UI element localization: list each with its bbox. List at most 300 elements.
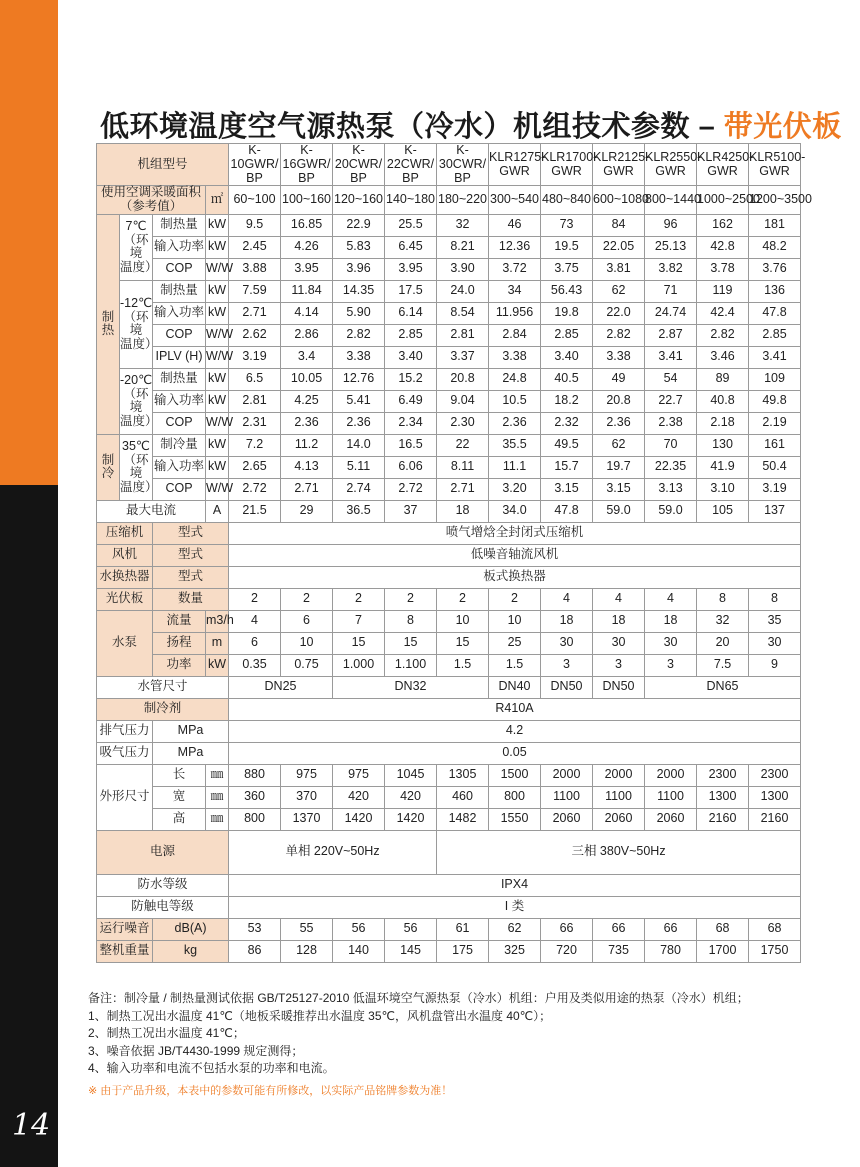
model-header: K-30CWR/ BP (437, 144, 489, 186)
value-cell: 22.0 (593, 302, 645, 324)
value-cell: 5.41 (333, 390, 385, 412)
unit-cell: ㎜ (206, 764, 229, 786)
value-cell: 24.74 (645, 302, 697, 324)
value-cell: 6 (281, 610, 333, 632)
value-cell: 2.72 (229, 478, 281, 500)
side-bar-black (0, 485, 58, 1167)
value-cell: 89 (697, 368, 749, 390)
value-cell: 2.81 (229, 390, 281, 412)
max-current-label: 最大电流 (97, 500, 206, 522)
value-cell: 7.59 (229, 280, 281, 302)
value-cell: 1.5 (489, 654, 541, 676)
model-header: K-10GWR/ BP (229, 144, 281, 186)
value-cell: 2.36 (333, 412, 385, 434)
value-cell: 7 (333, 610, 385, 632)
value-cell: 6.49 (385, 390, 437, 412)
param-label: 制热量 (153, 368, 206, 390)
value-cell: 71 (645, 280, 697, 302)
value-cell: 15 (385, 632, 437, 654)
value-cell: 19.8 (541, 302, 593, 324)
value-cell: 720 (541, 940, 593, 962)
value-cell: 6 (229, 632, 281, 654)
value-cell: 1.5 (437, 654, 489, 676)
param-label: 输入功率 (153, 456, 206, 478)
value-cell: 2000 (593, 764, 645, 786)
value-cell: 15.7 (541, 456, 593, 478)
value-cell: 34.0 (489, 500, 541, 522)
value-cell: 2.65 (229, 456, 281, 478)
value-cell: 975 (333, 764, 385, 786)
value-cell: 4.14 (281, 302, 333, 324)
value-cell: 3.19 (749, 478, 801, 500)
value-cell: 29 (281, 500, 333, 522)
model-header: K-22CWR/ BP (385, 144, 437, 186)
condition-label: 7℃ （环境 温度） (120, 214, 153, 280)
value-cell: 11.1 (489, 456, 541, 478)
value-cell: 4.13 (281, 456, 333, 478)
pressure-value: 0.05 (229, 742, 801, 764)
value-cell: 17.5 (385, 280, 437, 302)
value-cell: 47.8 (541, 500, 593, 522)
value-cell: 3.13 (645, 478, 697, 500)
unit-cell: MPa (153, 742, 229, 764)
condition-label: -20℃ （环境 温度） (120, 368, 153, 434)
value-cell: 40.5 (541, 368, 593, 390)
unit-cell: kW (206, 214, 229, 236)
compressor-label: 压缩机 (97, 522, 153, 544)
note-line: 2、制热工况出水温度 41℃； (88, 1026, 245, 1040)
value-cell: 56.43 (541, 280, 593, 302)
value-cell: 3.95 (385, 258, 437, 280)
value-cell: 55 (281, 918, 333, 940)
unit-cell: kg (153, 940, 229, 962)
type-value: 板式换热器 (229, 566, 801, 588)
value-cell: 2.38 (645, 412, 697, 434)
param-label: 长 (153, 764, 206, 786)
value-cell: 42.4 (697, 302, 749, 324)
param-label: COP (153, 478, 206, 500)
waterproof-value: IPX4 (229, 874, 801, 896)
unit-cell: kW (206, 456, 229, 478)
value-cell: 11.2 (281, 434, 333, 456)
value-cell: 2.85 (749, 324, 801, 346)
value-cell: 1100 (645, 786, 697, 808)
value-cell: 975 (281, 764, 333, 786)
value-cell: 1482 (437, 808, 489, 830)
value-cell: 3.81 (593, 258, 645, 280)
value-cell: 19.5 (541, 236, 593, 258)
value-cell: 50.4 (749, 456, 801, 478)
value-cell: 1300 (697, 786, 749, 808)
warning-note: ※ 由于产品升级，本表中的参数可能有所修改，以实际产品铭牌参数为准！ (88, 1085, 453, 1097)
value-cell: 10.5 (489, 390, 541, 412)
fan-label: 风机 (97, 544, 153, 566)
value-cell: 5.90 (333, 302, 385, 324)
value-cell: 9 (749, 654, 801, 676)
unit-cell: m3/h (206, 610, 229, 632)
value-cell: 20.8 (593, 390, 645, 412)
value-cell: 8 (697, 588, 749, 610)
value-cell: 175 (437, 940, 489, 962)
value-cell: 2.34 (385, 412, 437, 434)
title-main: 低环境温度空气源热泵（冷水）机组技术参数 (100, 111, 691, 143)
value-cell: 2 (333, 588, 385, 610)
value-cell: 32 (697, 610, 749, 632)
type-label: 型式 (153, 522, 229, 544)
unit-cell: dB(A) (153, 918, 229, 940)
value-cell: 62 (593, 280, 645, 302)
value-cell: 3.10 (697, 478, 749, 500)
value-cell: 1100 (541, 786, 593, 808)
value-cell: 3.40 (541, 346, 593, 368)
value-cell: 2.85 (541, 324, 593, 346)
value-cell: 1420 (385, 808, 437, 830)
value-cell: 9.5 (229, 214, 281, 236)
value-cell: 460 (437, 786, 489, 808)
value-cell: 4 (229, 610, 281, 632)
value-cell: 780 (645, 940, 697, 962)
value-cell: 14.0 (333, 434, 385, 456)
value-cell: 2060 (541, 808, 593, 830)
value-cell: 6.45 (385, 236, 437, 258)
condition-label: -12℃ （环境 温度） (120, 280, 153, 368)
value-cell: 3 (645, 654, 697, 676)
pressure-value: 4.2 (229, 720, 801, 742)
value-cell: 3 (541, 654, 593, 676)
value-cell: 119 (697, 280, 749, 302)
value-cell: 420 (385, 786, 437, 808)
suction-label: 吸气压力 (97, 742, 153, 764)
value-cell: 109 (749, 368, 801, 390)
note-line: 1、制热工况出水温度 41℃（地板采暖推荐出水温度 35℃，风机盘管出水温度 40℃）； (88, 1008, 552, 1023)
notes (88, 990, 749, 1078)
model-header: K-20CWR/ BP (333, 144, 385, 186)
unit-cell: ㎡ (206, 186, 229, 215)
value-cell: 360 (229, 786, 281, 808)
value-cell: 96 (645, 214, 697, 236)
value-cell: 1370 (281, 808, 333, 830)
value-cell: 2.87 (645, 324, 697, 346)
pipe-value: DN25 (229, 676, 333, 698)
value-cell: 325 (489, 940, 541, 962)
value-cell: 8.21 (437, 236, 489, 258)
value-cell: 8.54 (437, 302, 489, 324)
value-cell: 161 (749, 434, 801, 456)
param-label: 输入功率 (153, 236, 206, 258)
value-cell: 66 (593, 918, 645, 940)
value-cell: 3.76 (749, 258, 801, 280)
type-value: 喷气增焓全封闭式压缩机 (229, 522, 801, 544)
unit-cell: kW (206, 236, 229, 258)
value-cell: 2.71 (281, 478, 333, 500)
pump-label: 水泵 (97, 610, 153, 676)
value-cell: 1550 (489, 808, 541, 830)
value-cell: 136 (749, 280, 801, 302)
unit-cell: W/W (206, 324, 229, 346)
value-cell: 2000 (645, 764, 697, 786)
value-cell: 2.18 (697, 412, 749, 434)
value-cell: 162 (697, 214, 749, 236)
param-label: COP (153, 412, 206, 434)
value-cell: 1500 (489, 764, 541, 786)
value-cell: 66 (541, 918, 593, 940)
unit-cell: W/W (206, 478, 229, 500)
value-cell: 2160 (749, 808, 801, 830)
unit-cell: m (206, 632, 229, 654)
value-cell: 73 (541, 214, 593, 236)
value-cell: 20.8 (437, 368, 489, 390)
unit-cell: W/W (206, 412, 229, 434)
weight-label: 整机重量 (97, 940, 153, 962)
value-cell: 3.40 (385, 346, 437, 368)
value-cell: 14.35 (333, 280, 385, 302)
value-cell: 6.5 (229, 368, 281, 390)
value-cell: 22.35 (645, 456, 697, 478)
model-header: KLR1275- GWR (489, 144, 541, 186)
type-label: 型式 (153, 544, 229, 566)
value-cell: 18 (437, 500, 489, 522)
unit-cell: A (206, 500, 229, 522)
value-cell: 46 (489, 214, 541, 236)
value-cell: 24.0 (437, 280, 489, 302)
model-header: KLR2550- GWR (645, 144, 697, 186)
unit-cell: kW (206, 302, 229, 324)
unit-cell: W/W (206, 346, 229, 368)
value-cell: 70 (645, 434, 697, 456)
value-cell: 24.8 (489, 368, 541, 390)
value-cell: 54 (645, 368, 697, 390)
value-cell: 11.956 (489, 302, 541, 324)
value-cell: 1700 (697, 940, 749, 962)
value-cell: 3.37 (437, 346, 489, 368)
value-cell: 35 (749, 610, 801, 632)
value-cell: 10 (489, 610, 541, 632)
value-cell: 2.82 (593, 324, 645, 346)
value-cell: 49.5 (541, 434, 593, 456)
value-cell: 2.36 (489, 412, 541, 434)
value-cell: 22 (437, 434, 489, 456)
value-cell: 22.9 (333, 214, 385, 236)
value-cell: 3.15 (593, 478, 645, 500)
value-cell: 30 (593, 632, 645, 654)
value-cell: 37 (385, 500, 437, 522)
param-label: 制热量 (153, 280, 206, 302)
value-cell: 3.90 (437, 258, 489, 280)
value-cell: 30 (541, 632, 593, 654)
value-cell: 41.9 (697, 456, 749, 478)
value-cell: 2.62 (229, 324, 281, 346)
value-cell: 2.81 (437, 324, 489, 346)
value-cell: 1420 (333, 808, 385, 830)
value-cell: 3.4 (281, 346, 333, 368)
value-cell: 2.36 (281, 412, 333, 434)
value-cell: 15.2 (385, 368, 437, 390)
value-cell: 15 (333, 632, 385, 654)
pv-label: 光伏板 (97, 588, 153, 610)
value-cell: 2160 (697, 808, 749, 830)
value-cell: 61 (437, 918, 489, 940)
noise-label: 运行噪音 (97, 918, 153, 940)
value-cell: 3.41 (645, 346, 697, 368)
area-label: 使用空调采暖面积（参考值） (97, 186, 206, 215)
param-label: 宽 (153, 786, 206, 808)
page-number: 14 (12, 1108, 51, 1143)
param-label: 输入功率 (153, 390, 206, 412)
value-cell: 2.74 (333, 478, 385, 500)
param-label: 制冷量 (153, 434, 206, 456)
value-cell: 7.2 (229, 434, 281, 456)
param-label: 高 (153, 808, 206, 830)
value-cell: 1.100 (385, 654, 437, 676)
value-cell: 3.72 (489, 258, 541, 280)
model-header: KLR2125- GWR (593, 144, 645, 186)
power-single: 单相 220V~50Hz (229, 830, 437, 874)
power-label: 电源 (97, 830, 229, 874)
value-cell: 0.75 (281, 654, 333, 676)
value-cell: 42.8 (697, 236, 749, 258)
param-label: 扬程 (153, 632, 206, 654)
value-cell: 10 (281, 632, 333, 654)
value-cell: 2300 (749, 764, 801, 786)
unit-cell: kW (206, 368, 229, 390)
value-cell: 10 (437, 610, 489, 632)
param-label: COP (153, 258, 206, 280)
cooling-label: 制冷 (97, 434, 120, 500)
param-label: 输入功率 (153, 302, 206, 324)
value-cell: 49 (593, 368, 645, 390)
value-cell: 8 (385, 610, 437, 632)
note-line: 4、输入功率和电流不包括水泵的功率和电流。 (88, 1061, 335, 1075)
value-cell: 35.5 (489, 434, 541, 456)
value-cell: 9.04 (437, 390, 489, 412)
value-cell: 22.05 (593, 236, 645, 258)
value-cell: 2.84 (489, 324, 541, 346)
model-header: KLR4250- GWR (697, 144, 749, 186)
value-cell: 6.14 (385, 302, 437, 324)
pipe-value: DN32 (333, 676, 489, 698)
value-cell: 145 (385, 940, 437, 962)
value-cell: 2.71 (229, 302, 281, 324)
pipe-label: 水管尺寸 (97, 676, 229, 698)
unit-cell: W/W (206, 258, 229, 280)
value-cell: 2060 (645, 808, 697, 830)
value-cell: 21.5 (229, 500, 281, 522)
unit-cell: kW (206, 390, 229, 412)
value-cell: 2 (489, 588, 541, 610)
type-value: 低噪音轴流风机 (229, 544, 801, 566)
pipe-value: DN40 (489, 676, 541, 698)
unit-cell: kW (206, 434, 229, 456)
value-cell: 800 (229, 808, 281, 830)
value-cell: 3.46 (697, 346, 749, 368)
value-cell: 1300 (749, 786, 801, 808)
power-three: 三相 380V~50Hz (437, 830, 801, 874)
value-cell: 68 (697, 918, 749, 940)
value-cell: 59.0 (593, 500, 645, 522)
value-cell: 15 (437, 632, 489, 654)
value-cell: 62 (593, 434, 645, 456)
value-cell: 3.19 (229, 346, 281, 368)
value-cell: 20 (697, 632, 749, 654)
value-cell: 2.71 (437, 478, 489, 500)
unit-cell: ㎜ (206, 786, 229, 808)
value-cell: 16.5 (385, 434, 437, 456)
area-value: 180~220 (437, 186, 489, 215)
value-cell: 2.72 (385, 478, 437, 500)
value-cell: 2 (437, 588, 489, 610)
value-cell: 2 (281, 588, 333, 610)
value-cell: 56 (385, 918, 437, 940)
value-cell: 1.000 (333, 654, 385, 676)
dims-label: 外形尺寸 (97, 764, 153, 830)
refrigerant-label: 制冷剂 (97, 698, 229, 720)
value-cell: 40.8 (697, 390, 749, 412)
pipe-value: DN50 (593, 676, 645, 698)
pipe-value: DN65 (645, 676, 801, 698)
value-cell: 8 (749, 588, 801, 610)
value-cell: 0.35 (229, 654, 281, 676)
value-cell: 880 (229, 764, 281, 786)
param-label: COP (153, 324, 206, 346)
value-cell: 1750 (749, 940, 801, 962)
value-cell: 6.06 (385, 456, 437, 478)
value-cell: 18.2 (541, 390, 593, 412)
value-cell: 2.86 (281, 324, 333, 346)
value-cell: 5.11 (333, 456, 385, 478)
value-cell: 86 (229, 940, 281, 962)
value-cell: 59.0 (645, 500, 697, 522)
hex-label: 水换热器 (97, 566, 153, 588)
note-line: 3、噪音依据 JB/T4430-1999 规定测得； (88, 1043, 304, 1058)
value-cell: 36.5 (333, 500, 385, 522)
value-cell: 370 (281, 786, 333, 808)
refrigerant-value: R410A (229, 698, 801, 720)
param-label: 功率 (153, 654, 206, 676)
model-header: K-16GWR/ BP (281, 144, 333, 186)
value-cell: 2060 (593, 808, 645, 830)
unit-cell: kW (206, 654, 229, 676)
area-value: 100~160 (281, 186, 333, 215)
value-cell: 2.30 (437, 412, 489, 434)
value-cell: 3.41 (749, 346, 801, 368)
value-cell: 49.8 (749, 390, 801, 412)
value-cell: 11.84 (281, 280, 333, 302)
type-label: 型式 (153, 566, 229, 588)
value-cell: 3.38 (333, 346, 385, 368)
title-highlight: 带光伏板 (723, 111, 842, 143)
value-cell: 4.26 (281, 236, 333, 258)
value-cell: 2.32 (541, 412, 593, 434)
value-cell: 105 (697, 500, 749, 522)
unit-cell: ㎜ (206, 808, 229, 830)
value-cell: 4 (593, 588, 645, 610)
area-value: 60~100 (229, 186, 281, 215)
value-cell: 2.31 (229, 412, 281, 434)
value-cell: 2 (229, 588, 281, 610)
value-cell: 10.05 (281, 368, 333, 390)
value-cell: 137 (749, 500, 801, 522)
value-cell: 2.85 (385, 324, 437, 346)
value-cell: 5.83 (333, 236, 385, 258)
value-cell: 47.8 (749, 302, 801, 324)
value-cell: 3.20 (489, 478, 541, 500)
value-cell: 16.85 (281, 214, 333, 236)
title-dash: – (690, 111, 724, 143)
model-header-label: 机组型号 (97, 144, 229, 186)
value-cell: 181 (749, 214, 801, 236)
value-cell: 3.78 (697, 258, 749, 280)
area-value: 120~160 (333, 186, 385, 215)
